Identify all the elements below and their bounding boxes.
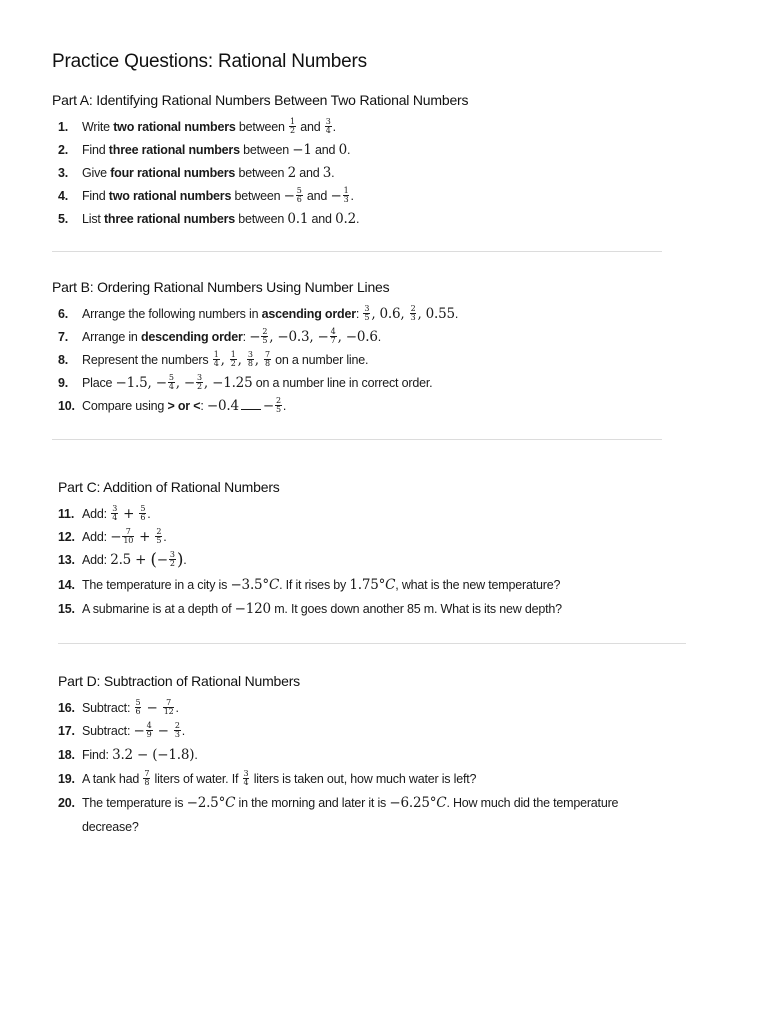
- numerator: 5: [140, 504, 146, 514]
- question-text: :: [355, 307, 363, 321]
- numerator: 7: [144, 769, 150, 779]
- fraction: [143, 770, 150, 787]
- parenthesis: ): [176, 549, 184, 570]
- math-expression: 0.1: [287, 211, 309, 227]
- section-divider: [58, 643, 686, 644]
- fraction: [325, 118, 332, 135]
- denominator: 4: [168, 382, 174, 392]
- question-text: on a number line.: [271, 353, 369, 367]
- fraction: [122, 528, 134, 545]
- fraction: [155, 528, 162, 545]
- question-text: . How much did the temperature: [446, 796, 619, 810]
- question-text: Arrange the following numbers in: [82, 307, 262, 321]
- math-expression: −120: [234, 601, 271, 617]
- denominator: 3: [410, 313, 416, 323]
- math-expression: , −1.25: [203, 375, 253, 391]
- math-variable: C: [436, 795, 447, 811]
- denominator: 3: [174, 730, 180, 740]
- math-expression: −: [142, 700, 162, 716]
- numerator: 5: [296, 186, 302, 196]
- denominator: 4: [213, 359, 219, 369]
- fraction: [243, 770, 250, 787]
- denominator: 5: [262, 336, 268, 346]
- question-text: A tank had: [82, 772, 143, 786]
- question-text: Represent the numbers: [82, 353, 212, 367]
- fraction: [111, 505, 118, 522]
- question-text: Subtract:: [82, 701, 134, 715]
- question-number: 19.: [58, 772, 75, 786]
- numerator: 4: [146, 721, 152, 731]
- parenthesis: (: [150, 549, 157, 570]
- fraction: [146, 722, 153, 739]
- part-b-heading: Part B: Ordering Rational Numbers Using Number Lines: [52, 279, 390, 295]
- numerator: 3: [112, 504, 118, 514]
- question-text: between: [235, 212, 288, 226]
- question-number: 17.: [58, 724, 75, 738]
- denominator: 10: [123, 536, 134, 546]
- question-number: 8.: [58, 353, 69, 367]
- numerator: 5: [168, 373, 174, 383]
- question-number: 13.: [58, 553, 75, 567]
- question-text: .: [194, 748, 198, 762]
- question-text: liters of water. If: [151, 772, 242, 786]
- fraction: [168, 374, 175, 391]
- denominator: 9: [146, 730, 152, 740]
- math-expression: −: [110, 529, 122, 545]
- question-number: 11.: [58, 507, 75, 521]
- question-text: .: [355, 212, 360, 226]
- denominator: 7: [330, 336, 336, 346]
- math-expression: +: [119, 506, 139, 522]
- question-3: [58, 165, 334, 181]
- question-text: Add:: [82, 507, 111, 521]
- question-2: [58, 142, 350, 158]
- question-text: m. It goes down another 85 m. What is its new depth?: [270, 602, 562, 616]
- question-text: . If it rises by: [279, 578, 350, 592]
- question-text: in the morning and later it is: [235, 796, 390, 810]
- question-number: 14.: [58, 578, 75, 592]
- denominator: 2: [290, 126, 295, 136]
- question-14: [58, 577, 560, 593]
- question-number: 6.: [58, 307, 69, 321]
- question-text: .: [175, 701, 179, 715]
- question-text: .: [377, 330, 382, 344]
- math-variable: C: [225, 795, 236, 811]
- question-text: liters is taken out, how much water is left?: [250, 772, 477, 786]
- fraction: [230, 351, 237, 368]
- math-expression: −2.5°: [186, 795, 226, 811]
- denominator: 8: [264, 359, 270, 369]
- question-text: .: [331, 166, 335, 180]
- question-text: .: [282, 399, 287, 413]
- question-text: Find:: [82, 748, 113, 762]
- question-text: .: [147, 507, 151, 521]
- question-emphasis: four rational numbers: [110, 166, 236, 180]
- numerator: 2: [275, 396, 281, 406]
- question-text: Write: [82, 120, 114, 134]
- denominator: 3: [343, 195, 349, 205]
- question-text: .: [332, 120, 336, 134]
- question-emphasis: descending order: [140, 330, 243, 344]
- denominator: 8: [247, 359, 253, 369]
- numerator: 7: [122, 528, 134, 537]
- math-expression: ,: [220, 352, 229, 368]
- math-variable: C: [385, 577, 396, 593]
- question-text: Add:: [82, 530, 111, 544]
- question-text: , what is the new temperature?: [395, 578, 561, 592]
- fraction: [261, 328, 268, 345]
- math-variable: C: [268, 577, 280, 593]
- question-number: 3.: [58, 166, 69, 180]
- numerator: 5: [135, 698, 141, 708]
- fraction: [264, 351, 271, 368]
- question-emphasis: > or <: [167, 399, 201, 413]
- question-17: [58, 723, 185, 740]
- question-text: Add:: [82, 553, 111, 567]
- question-text: Subtract:: [82, 724, 134, 738]
- question-text: on a number line in correct order.: [252, 376, 433, 390]
- fraction: [196, 374, 203, 391]
- fraction: [174, 722, 181, 739]
- denominator: 4: [243, 778, 249, 788]
- denominator: 2: [169, 559, 175, 569]
- question-20-continuation: [82, 819, 139, 835]
- question-number: 15.: [58, 602, 75, 616]
- math-expression: , 0.55: [417, 306, 455, 322]
- question-text: :: [200, 399, 207, 413]
- math-expression: 0.2: [335, 211, 356, 227]
- question-number: 5.: [58, 212, 69, 226]
- question-text: .: [350, 189, 354, 203]
- denominator: 5: [156, 536, 162, 546]
- numerator: 7: [264, 350, 270, 360]
- numerator: 3: [197, 373, 202, 383]
- question-text: Give: [82, 166, 111, 180]
- fraction: [363, 305, 370, 322]
- numerator: 2: [156, 527, 162, 537]
- math-expression: −: [133, 723, 145, 739]
- math-expression: 3: [322, 165, 332, 181]
- denominator: 4: [325, 126, 331, 136]
- question-text: between: [235, 120, 289, 134]
- question-number: 1.: [58, 120, 69, 134]
- numerator: 2: [174, 721, 180, 731]
- answer-blank: [241, 409, 261, 410]
- denominator: 2: [230, 359, 236, 369]
- math-expression: , −0.6: [337, 329, 378, 345]
- numerator: 3: [169, 550, 175, 560]
- math-expression: −1: [292, 142, 312, 158]
- question-number: 20.: [58, 796, 75, 810]
- question-text: List: [82, 212, 104, 226]
- question-number: 12.: [58, 530, 75, 544]
- math-expression: 2.5 +: [110, 552, 151, 568]
- section-divider: [52, 439, 662, 440]
- question-text: A submarine is at a depth of: [82, 602, 235, 616]
- math-expression: ,: [237, 352, 246, 368]
- math-expression: 2: [287, 165, 296, 181]
- page-title: Practice Questions: Rational Numbers: [52, 51, 367, 72]
- part-a-heading: Part A: Identifying Rational Numbers Between Two Rational Numbers: [52, 92, 469, 108]
- question-emphasis: two rational numbers: [108, 189, 232, 203]
- question-5: [58, 211, 359, 227]
- math-expression: −0.4: [206, 398, 239, 414]
- question-text: The temperature is: [82, 796, 187, 810]
- question-7: [58, 329, 381, 346]
- question-text: between: [235, 166, 288, 180]
- fraction: [289, 118, 296, 135]
- numerator: 1: [290, 117, 295, 127]
- math-expression: , −: [175, 375, 196, 391]
- math-expression: , −0.3, −: [269, 329, 329, 345]
- question-19: [58, 771, 476, 788]
- math-expression: −3.5°: [230, 577, 269, 593]
- math-expression: −: [262, 398, 274, 414]
- section-divider: [52, 251, 662, 252]
- numerator: 3: [247, 350, 253, 360]
- question-number: 10.: [58, 399, 75, 413]
- question-text: and: [308, 212, 336, 226]
- denominator: 6: [296, 195, 302, 205]
- math-expression: 3.2 − (−1.8): [112, 747, 195, 763]
- question-12: [58, 529, 167, 546]
- question-9: [58, 375, 432, 392]
- question-number: 7.: [58, 330, 69, 344]
- question-text: .: [181, 724, 185, 738]
- fraction: [213, 351, 220, 368]
- denominator: 4: [112, 513, 118, 523]
- question-20: [58, 795, 618, 811]
- numerator: 3: [325, 117, 331, 127]
- question-15: [58, 601, 562, 617]
- question-text: Find: [82, 143, 109, 157]
- math-expression: ,: [254, 352, 263, 368]
- fraction: [275, 397, 282, 414]
- question-text: Compare using: [82, 399, 168, 413]
- question-text: Arrange in: [82, 330, 141, 344]
- question-emphasis: ascending order: [261, 307, 356, 321]
- question-number: 4.: [58, 189, 69, 203]
- math-expression: −1.5, −: [115, 375, 167, 391]
- numerator: 1: [213, 350, 219, 360]
- question-8: [58, 352, 368, 369]
- fraction: [139, 505, 146, 522]
- fraction: [247, 351, 254, 368]
- question-10: [58, 398, 286, 415]
- denominator: 5: [364, 313, 370, 323]
- question-18: [58, 747, 198, 763]
- denominator: 6: [140, 513, 146, 523]
- question-text: and: [303, 189, 331, 203]
- fraction: [163, 699, 175, 716]
- question-text: between: [231, 189, 284, 203]
- math-expression: +: [135, 529, 155, 545]
- question-11: [58, 506, 151, 523]
- numerator: 4: [330, 327, 336, 337]
- numerator: 2: [410, 304, 416, 314]
- question-text: The temperature in a city is: [82, 578, 231, 592]
- math-expression: −: [153, 723, 173, 739]
- fraction: [343, 187, 350, 204]
- question-emphasis: three rational numbers: [103, 212, 235, 226]
- question-text: decrease?: [82, 820, 139, 834]
- math-expression: −: [156, 552, 168, 568]
- fraction: [296, 187, 303, 204]
- part-d-heading: Part D: Subtraction of Rational Numbers: [58, 673, 300, 689]
- numerator: 1: [343, 186, 349, 196]
- math-expression: 1.75°: [349, 577, 386, 593]
- numerator: 1: [230, 350, 236, 360]
- question-4: [58, 188, 354, 205]
- question-text: and: [295, 166, 323, 180]
- question-text: .: [163, 530, 167, 544]
- math-expression: −: [283, 188, 295, 204]
- fraction: [410, 305, 417, 322]
- numerator: 7: [163, 699, 175, 708]
- question-number: 9.: [58, 376, 69, 390]
- question-13: [58, 549, 187, 570]
- fraction: [169, 551, 176, 568]
- fraction: [330, 328, 337, 345]
- question-text: Find: [82, 189, 109, 203]
- question-number: 2.: [58, 143, 69, 157]
- math-expression: 0: [338, 142, 347, 158]
- question-text: between: [239, 143, 293, 157]
- denominator: 12: [163, 707, 174, 717]
- question-number: 16.: [58, 701, 75, 715]
- part-c-heading: Part C: Addition of Rational Numbers: [58, 479, 280, 495]
- numerator: 3: [364, 304, 370, 314]
- question-text: .: [454, 307, 459, 321]
- denominator: 5: [275, 405, 281, 415]
- question-emphasis: two rational numbers: [113, 120, 236, 134]
- question-text: .: [346, 143, 351, 157]
- question-text: .: [183, 553, 187, 567]
- numerator: 2: [262, 327, 268, 337]
- math-expression: −: [330, 188, 342, 204]
- fraction: [135, 699, 142, 716]
- math-expression: −6.25°: [389, 795, 437, 811]
- denominator: 8: [144, 778, 150, 788]
- math-expression: , 0.6,: [371, 306, 409, 322]
- question-text: and: [296, 120, 324, 134]
- question-16: [58, 700, 179, 717]
- denominator: 2: [197, 382, 202, 392]
- math-expression: −: [249, 329, 261, 345]
- question-text: and: [311, 143, 339, 157]
- question-number: 18.: [58, 748, 75, 762]
- denominator: 6: [135, 707, 141, 717]
- question-emphasis: three rational numbers: [108, 143, 240, 157]
- question-6: [58, 306, 458, 323]
- question-text: :: [242, 330, 250, 344]
- question-1: [58, 119, 336, 136]
- question-text: Place: [82, 376, 116, 390]
- numerator: 3: [243, 769, 249, 779]
